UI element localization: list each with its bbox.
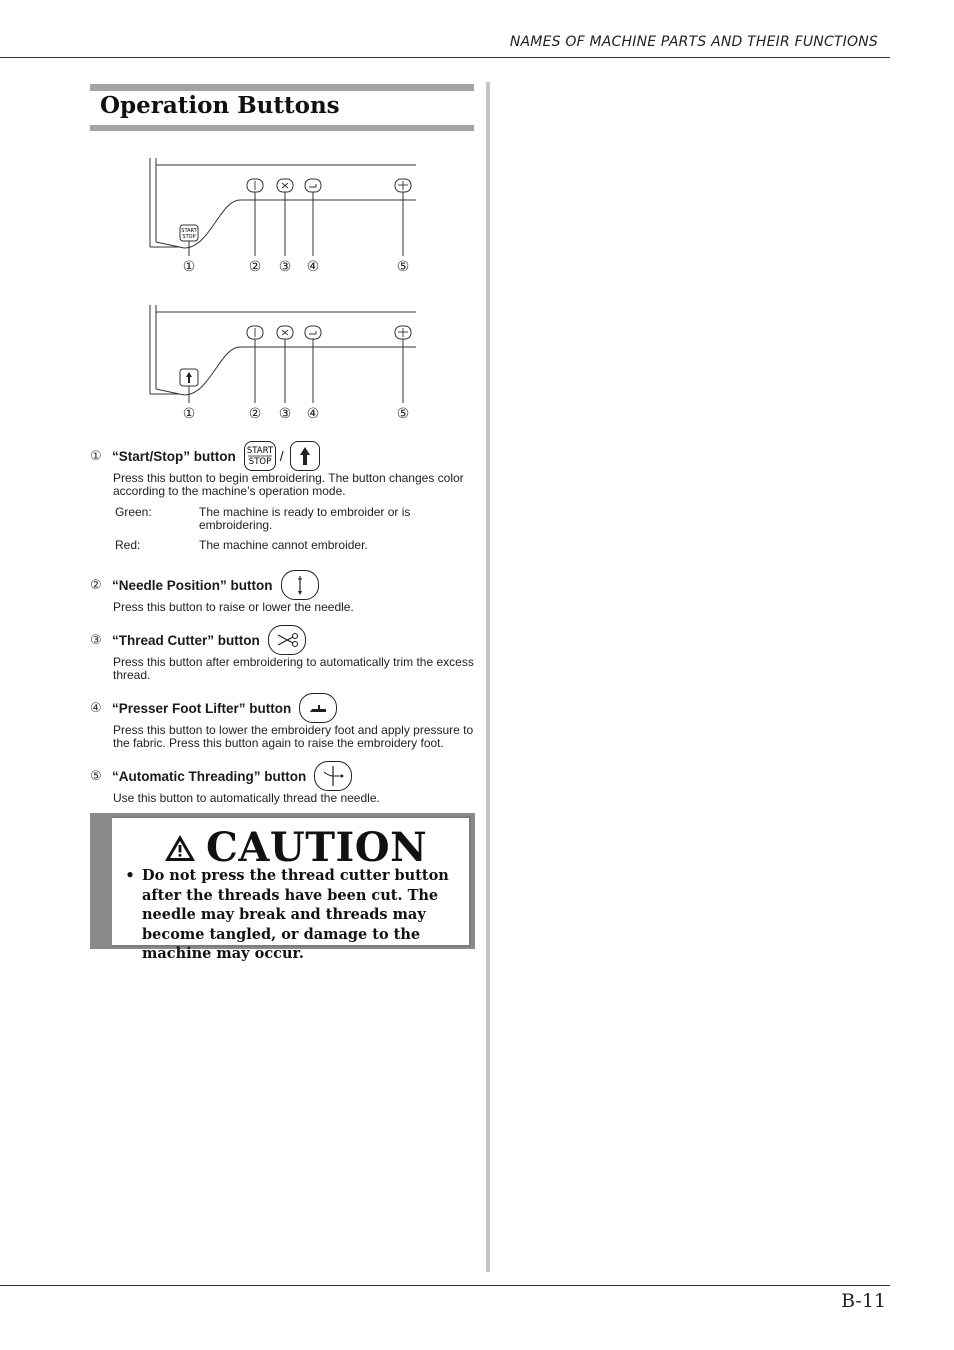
start-stop-arrow-key (180, 369, 198, 386)
bullet: • (125, 867, 135, 884)
foot-key (305, 179, 321, 192)
item-label: “Thread Cutter” button (112, 632, 260, 648)
separator: / (279, 448, 284, 464)
item-number: ① (90, 448, 102, 464)
callout-5: ⑤ (396, 259, 410, 275)
callout-1: ① (182, 406, 196, 422)
item-description: Press this button to begin embroidering. The button changes color according to the machine’s operation mode. (113, 471, 464, 498)
list-item-presser-foot-lifter (90, 692, 474, 750)
item-description: Press this button to raise or lower the needle. (113, 600, 354, 614)
callout-3: ③ (278, 406, 292, 422)
caution-panel (112, 816, 471, 962)
svg-text:STOP: STOP (248, 457, 271, 467)
list-item-needle-position (90, 569, 474, 614)
item-number: ③ (90, 632, 102, 648)
header-rule (0, 57, 890, 58)
button-panel-diagram-top (140, 150, 430, 275)
mode-name: Red: (115, 538, 141, 552)
caution-heading (164, 824, 427, 871)
page-number: B-11 (841, 1290, 886, 1312)
column-divider (486, 82, 490, 1272)
list-item-thread-cutter (90, 624, 474, 682)
item-number: ② (90, 577, 102, 593)
footer-rule (0, 1285, 890, 1286)
mode-text: The machine is ready to embroider or is embroidering. (199, 505, 411, 532)
callout-4: ④ (306, 406, 320, 422)
section-heading: Operation Buttons (100, 92, 340, 119)
title-bar-bottom (90, 125, 474, 131)
threading-icon (314, 761, 352, 791)
callout-4: ④ (306, 259, 320, 275)
stop-text: STOP (182, 234, 196, 240)
mode-table (113, 506, 474, 559)
presser-foot-icon (299, 693, 337, 723)
start-stop-arrow-icon (290, 441, 320, 471)
caution-title-text: CAUTION (206, 824, 428, 871)
caution-box (90, 813, 475, 962)
needle-position-icon (281, 570, 319, 600)
item-description: Press this button to lower the embroidery foot and apply pressure to the fabric. Press this button again to raise the embroidery foot. (113, 723, 474, 750)
caution-message: Do not press the thread cutter button after the threads have been cut. The needle may break and threads may become tangled, or damage to the machine may occur. (142, 867, 449, 962)
svg-text:START: START (246, 446, 273, 456)
start-text: START (181, 228, 197, 234)
item-label: “Presser Foot Lifter” button (112, 700, 292, 716)
item-number: ④ (90, 700, 102, 716)
list-item-automatic-threading (90, 760, 474, 805)
table-row (113, 539, 474, 559)
running-header: NAMES OF MACHINE PARTS AND THEIR FUNCTIONS (509, 34, 878, 50)
item-description: Use this button to automatically thread the needle. (113, 791, 380, 805)
warning-triangle-icon (164, 834, 196, 862)
item-number: ⑤ (90, 768, 102, 784)
callout-3: ③ (278, 259, 292, 275)
mode-text: The machine cannot embroider. (199, 538, 368, 552)
callout-1: ① (182, 259, 196, 275)
start-stop-key (180, 225, 198, 241)
button-list (90, 440, 474, 815)
item-label: “Start/Stop” button (112, 448, 236, 464)
caution-item (118, 866, 466, 964)
callout-5: ⑤ (396, 406, 410, 422)
item-label: “Needle Position” button (112, 577, 273, 593)
table-row (113, 506, 474, 539)
scissors-icon (268, 625, 306, 655)
title-bar-top (90, 84, 474, 91)
start-stop-icon (244, 441, 276, 471)
callout-2: ② (248, 406, 262, 422)
callout-2: ② (248, 259, 262, 275)
item-label: “Automatic Threading” button (112, 768, 307, 784)
mode-name: Green: (115, 505, 152, 519)
button-panel-diagram-bottom (140, 297, 430, 422)
list-item-start-stop (90, 440, 474, 559)
item-description: Press this button after embroidering to automatically trim the excess thread. (113, 655, 474, 682)
section-title (90, 84, 474, 131)
